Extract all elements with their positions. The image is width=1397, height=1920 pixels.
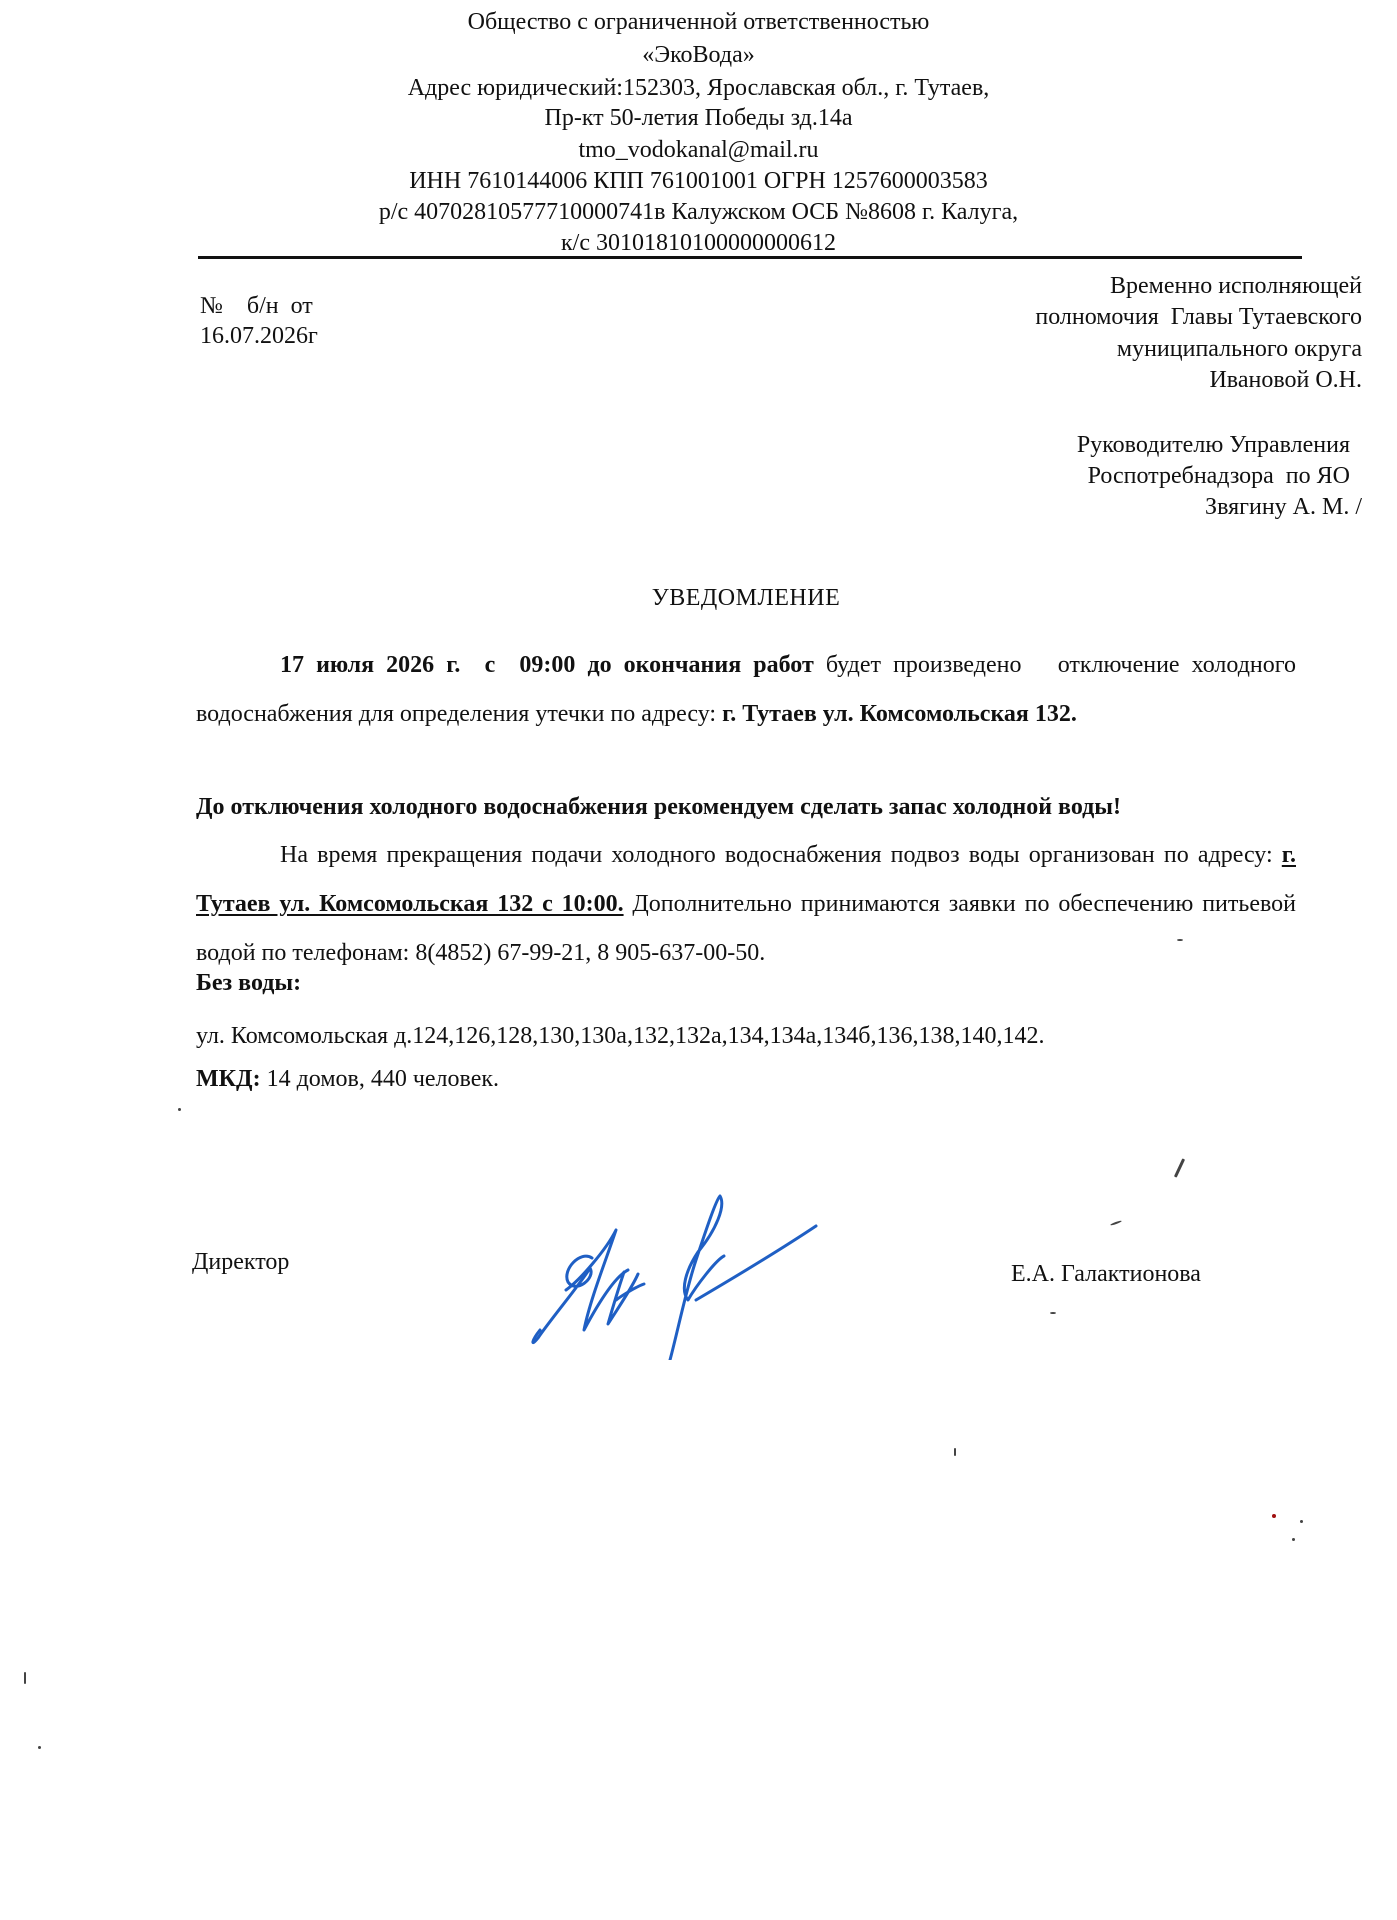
legal-address-line: Адрес юридический:152303, Ярославская обл., г. Тутаев,	[407, 75, 990, 101]
scan-speck	[1272, 1514, 1276, 1518]
scan-speck	[1292, 1538, 1295, 1541]
document-title: УВЕДОМЛЕНИЕ	[651, 585, 841, 611]
water-stock-warning: До отключения холодного водоснабжения рекомендуем сделать запас холодной воды!	[196, 794, 1122, 820]
document-number: № б/н от	[200, 293, 313, 319]
mkd-value: 14 домов, 440 человек.	[260, 1066, 500, 1092]
addressee-2-line: Роспотребнадзора по ЯО	[1087, 463, 1350, 489]
scan-speck	[38, 1746, 41, 1749]
document-date: 16.07.2026г	[200, 323, 318, 349]
scan-speck	[1110, 1220, 1122, 1226]
signatory-name: Е.А. Галактионова	[1011, 1261, 1201, 1287]
scan-speck	[1174, 1158, 1185, 1177]
water-delivery-paragraph	[196, 831, 1302, 978]
scan-speck	[1177, 939, 1183, 941]
outage-description: будет произведено отключение холодного водоснабжения для определения утечки по адресу:	[196, 652, 1303, 727]
delivery-address: г. Тутаев ул. Комсомольская 132 с 10:00.	[196, 842, 1296, 917]
addressee-2-line: Руководителю Управления	[1076, 432, 1350, 458]
outage-address: г. Тутаев ул. Комсомольская 132.	[722, 701, 1077, 727]
company-email: tmo_vodokanal@mail.ru	[578, 137, 819, 163]
notice-paragraph	[196, 641, 1303, 739]
scan-speck	[24, 1672, 26, 1684]
addressee-1-line: Ивановой О.Н.	[1209, 367, 1362, 393]
corr-account-line: к/с 30101810100000000612	[561, 230, 836, 256]
delivery-phones: Дополнительно принимаются заявки по обеспечению питьевой водой по телефонам: 8(4852) 67-99-21, 8 905-637-00-50.	[196, 891, 1302, 966]
no-water-label: Без воды:	[196, 970, 302, 996]
addressee-1-line: Временно исполняющей	[1110, 273, 1362, 299]
mkd-summary	[196, 1066, 499, 1093]
mkd-label: МКД:	[196, 1066, 261, 1092]
company-form-line: Общество с ограниченной ответственностью	[467, 9, 930, 35]
affected-houses: ул. Комсомольская д.124,126,128,130,130а,132,132а,134,134а,134б,136,138,140,142.	[196, 1023, 1045, 1049]
signatory-position: Директор	[192, 1249, 290, 1275]
addressee-1-line: муниципального округа	[1116, 336, 1362, 362]
handwritten-signature	[520, 1190, 820, 1360]
scan-speck	[954, 1448, 956, 1456]
scan-speck	[178, 1108, 181, 1111]
addressee-1-line: полномочия Главы Тутаевского	[1035, 304, 1362, 330]
outage-date-time: 17 июля 2026 г. с 09:00 до окончания работ	[280, 652, 814, 678]
delivery-intro: На время прекращения подачи холодного водоснабжения подвоз воды организован по адресу:	[280, 842, 1282, 868]
company-name: «ЭкоВода»	[642, 42, 755, 68]
bank-account-line: р/с 40702810577710000741в Калужском ОСБ №8608 г. Калуга,	[378, 199, 1019, 225]
tax-ids-line: ИНН 7610144006 КПП 761001001 ОГРН 1257600003583	[409, 168, 988, 194]
addressee-2-line: Звягину А. М. /	[1205, 494, 1362, 520]
header-divider	[198, 256, 1302, 259]
scan-speck	[1300, 1520, 1303, 1523]
scan-speck	[1050, 1312, 1056, 1314]
street-address-line: Пр-кт 50-летия Победы зд.14а	[544, 105, 853, 131]
